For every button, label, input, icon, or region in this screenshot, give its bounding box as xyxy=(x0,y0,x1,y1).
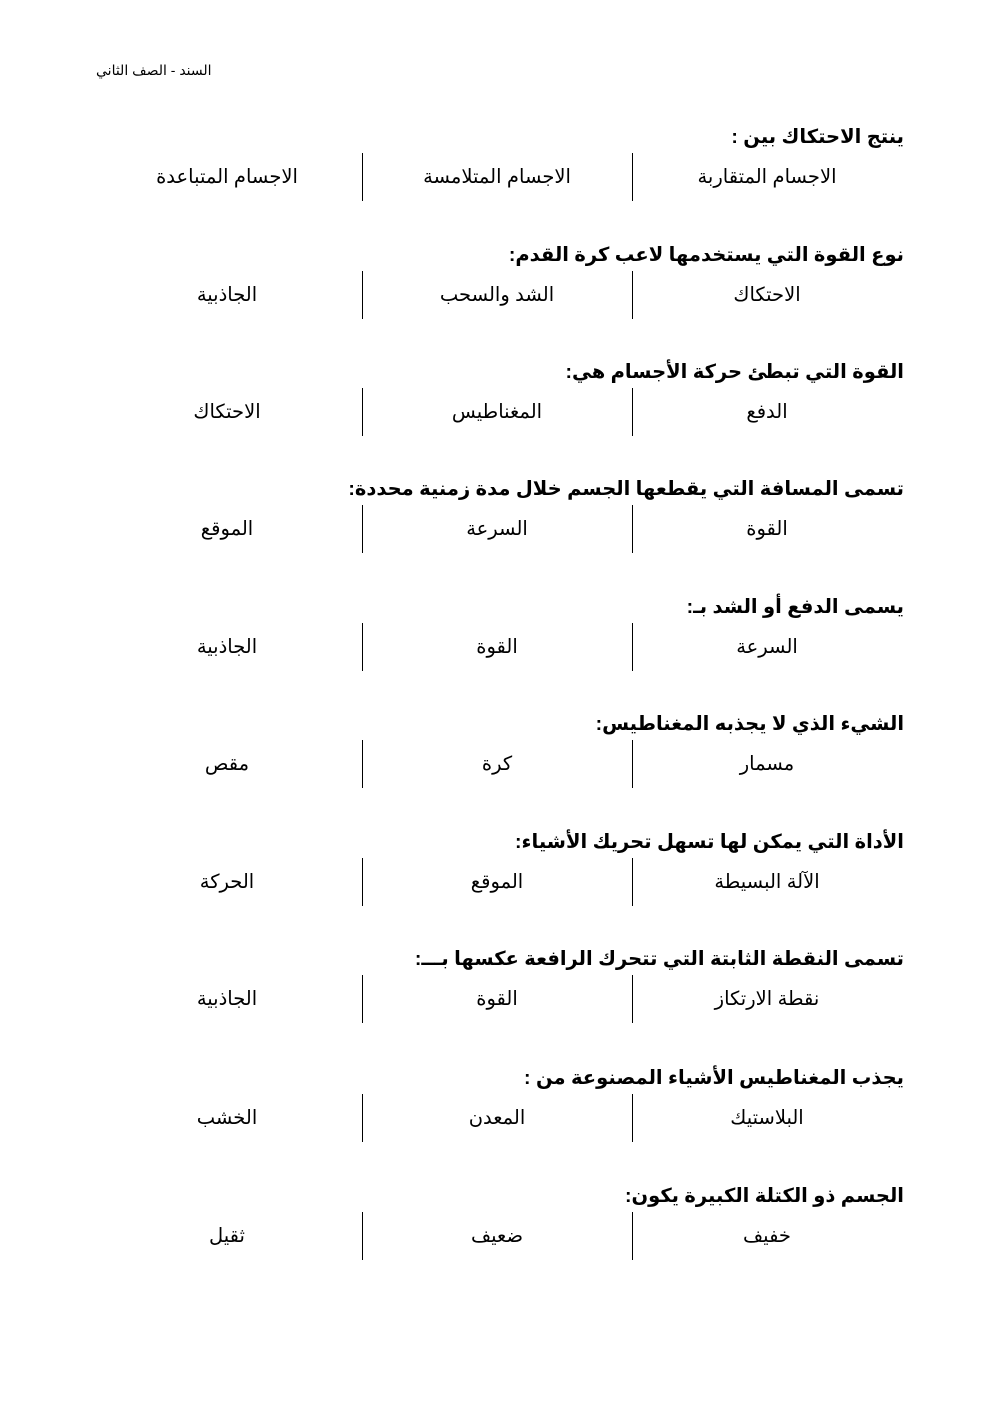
answer-option[interactable]: الدفع xyxy=(746,401,788,423)
question-item xyxy=(0,243,992,353)
question-item xyxy=(0,712,992,822)
option-divider xyxy=(362,858,363,906)
answer-option[interactable]: الحركة xyxy=(199,871,255,893)
option-divider xyxy=(632,505,633,553)
question-text: ينتج الاحتكاك بين : xyxy=(731,126,904,148)
option-divider xyxy=(362,740,363,788)
answer-option[interactable]: ثقيل xyxy=(209,1225,245,1247)
option-divider xyxy=(362,388,363,436)
answer-option[interactable]: السرعة xyxy=(736,636,798,658)
option-divider xyxy=(632,1094,633,1142)
question-item xyxy=(0,477,992,587)
option-divider xyxy=(362,623,363,671)
question-text: تسمى المسافة التي يقطعها الجسم خلال مدة زمنية محددة: xyxy=(348,478,904,500)
answer-option[interactable]: الاحتكاك xyxy=(733,284,801,306)
answer-option[interactable]: الجاذبية xyxy=(196,284,258,306)
answer-option[interactable]: مسمار xyxy=(739,753,795,775)
option-divider xyxy=(632,740,633,788)
option-divider xyxy=(632,271,633,319)
question-text: الجسم ذو الكتلة الكبيرة يكون: xyxy=(624,1185,904,1207)
question-item xyxy=(0,947,992,1057)
option-divider xyxy=(632,1212,633,1260)
answer-option[interactable]: الاجسام المتباعدة xyxy=(156,166,298,188)
option-divider xyxy=(362,505,363,553)
answer-option[interactable]: البلاستيك xyxy=(730,1107,804,1129)
answer-option[interactable]: الموقع xyxy=(470,871,524,893)
option-divider xyxy=(362,153,363,201)
page-header: السند - الصف الثاني xyxy=(96,62,212,78)
option-divider xyxy=(362,271,363,319)
answer-option[interactable]: القوة xyxy=(746,518,788,540)
answer-option[interactable]: خفيف xyxy=(743,1225,791,1247)
question-text: الشيء الذي لا يجذبه المغناطيس: xyxy=(595,713,904,735)
option-divider xyxy=(632,388,633,436)
answer-option[interactable]: الآلة البسيطة xyxy=(714,871,820,893)
question-text: القوة التي تبطئ حركة الأجسام هي: xyxy=(565,361,904,383)
answer-option[interactable]: الجاذبية xyxy=(196,988,258,1010)
answer-option[interactable]: السرعة xyxy=(466,518,528,540)
question-text: الأداة التي يمكن لها تسهل تحريك الأشياء: xyxy=(515,831,904,853)
question-item xyxy=(0,830,992,940)
question-text: نوع القوة التي يستخدمها لاعب كرة القدم: xyxy=(508,244,904,266)
answer-option[interactable]: الموقع xyxy=(200,518,254,540)
question-item xyxy=(0,595,992,705)
option-divider xyxy=(362,975,363,1023)
option-divider xyxy=(632,975,633,1023)
option-divider xyxy=(362,1212,363,1260)
option-divider xyxy=(362,1094,363,1142)
answer-option[interactable]: الاحتكاك xyxy=(193,401,261,423)
question-item xyxy=(0,1066,992,1176)
answer-option[interactable]: الشد والسحب xyxy=(439,284,555,306)
answer-option[interactable]: نقطة الارتكاز xyxy=(714,988,820,1010)
answer-option[interactable]: الاجسام المتلامسة xyxy=(423,166,571,188)
question-text: يسمى الدفع أو الشد بـ: xyxy=(686,596,904,618)
option-divider xyxy=(632,153,633,201)
answer-option[interactable]: كرة xyxy=(481,753,513,775)
question-item xyxy=(0,360,992,470)
answer-option[interactable]: الجاذبية xyxy=(196,636,258,658)
answer-option[interactable]: الاجسام المتقاربة xyxy=(697,166,837,188)
answer-option[interactable]: مقص xyxy=(204,753,250,775)
answer-option[interactable]: الخشب xyxy=(196,1107,258,1129)
option-divider xyxy=(632,623,633,671)
answer-option[interactable]: القوة xyxy=(476,988,518,1010)
answer-option[interactable]: ضعيف xyxy=(470,1225,524,1247)
question-item xyxy=(0,125,992,235)
answer-option[interactable]: المعدن xyxy=(468,1107,526,1129)
option-divider xyxy=(632,858,633,906)
answer-option[interactable]: القوة xyxy=(476,636,518,658)
question-text: يجذب المغناطيس الأشياء المصنوعة من : xyxy=(524,1067,904,1089)
question-text: تسمى النقطة الثابتة التي تتحرك الرافعة عكسها بـــ: xyxy=(414,948,904,970)
question-item xyxy=(0,1184,992,1294)
answer-option[interactable]: المغناطيس xyxy=(451,401,543,423)
